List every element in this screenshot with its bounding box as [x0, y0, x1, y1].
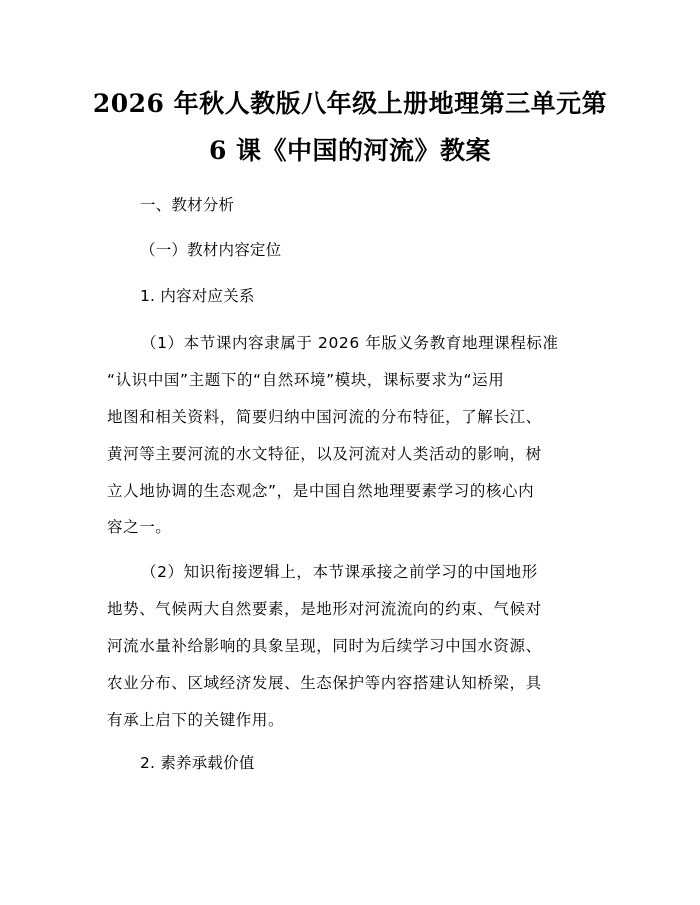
item-heading-literacy-value: 2. 素养承载价值	[140, 754, 255, 772]
paragraph-2-line: 有承上启下的关键作用。	[107, 711, 285, 729]
paragraph-1-line: 地图和相关资料，简要归纳中国河流的分布特征，了解长江、	[107, 408, 542, 426]
paragraph-2-line: 河流水量补给影响的具象呈现，同时为后续学习中国水资源、	[107, 637, 542, 655]
paragraph-1-line: 容之一。	[107, 518, 172, 536]
paragraph-2-line: 农业分布、区域经济发展、生态保护等内容搭建认知桥梁，具	[107, 674, 542, 692]
document-title-line-1: 2026 年秋人教版八年级上册地理第三单元第	[92, 89, 608, 118]
subsection-heading-content-position: （一）教材内容定位	[140, 241, 282, 259]
paragraph-2-line: 地势、气候两大自然要素，是地形对河流流向的约束、气候对	[107, 600, 542, 618]
paragraph-1-line: （1）本节课内容隶属于 2026 年版义务教育地理课程标准	[141, 334, 559, 352]
paragraph-1-line: 黄河等主要河流的水文特征，以及河流对人类活动的影响，树	[107, 445, 542, 463]
document-title-line-2: 6 课《中国的河流》教案	[208, 136, 492, 165]
paragraph-1-line: “认识中国”主题下的“自然环境”模块，课标要求为“运用	[107, 371, 505, 389]
paragraph-2-line: （2）知识衔接逻辑上，本节课承接之前学习的中国地形	[141, 563, 538, 581]
paragraph-1-line: 立人地协调的生态观念”，是中国自然地理要素学习的核心内	[107, 482, 535, 500]
section-heading-textbook-analysis: 一、教材分析	[140, 196, 235, 214]
item-heading-content-correspondence: 1. 内容对应关系	[140, 287, 255, 305]
